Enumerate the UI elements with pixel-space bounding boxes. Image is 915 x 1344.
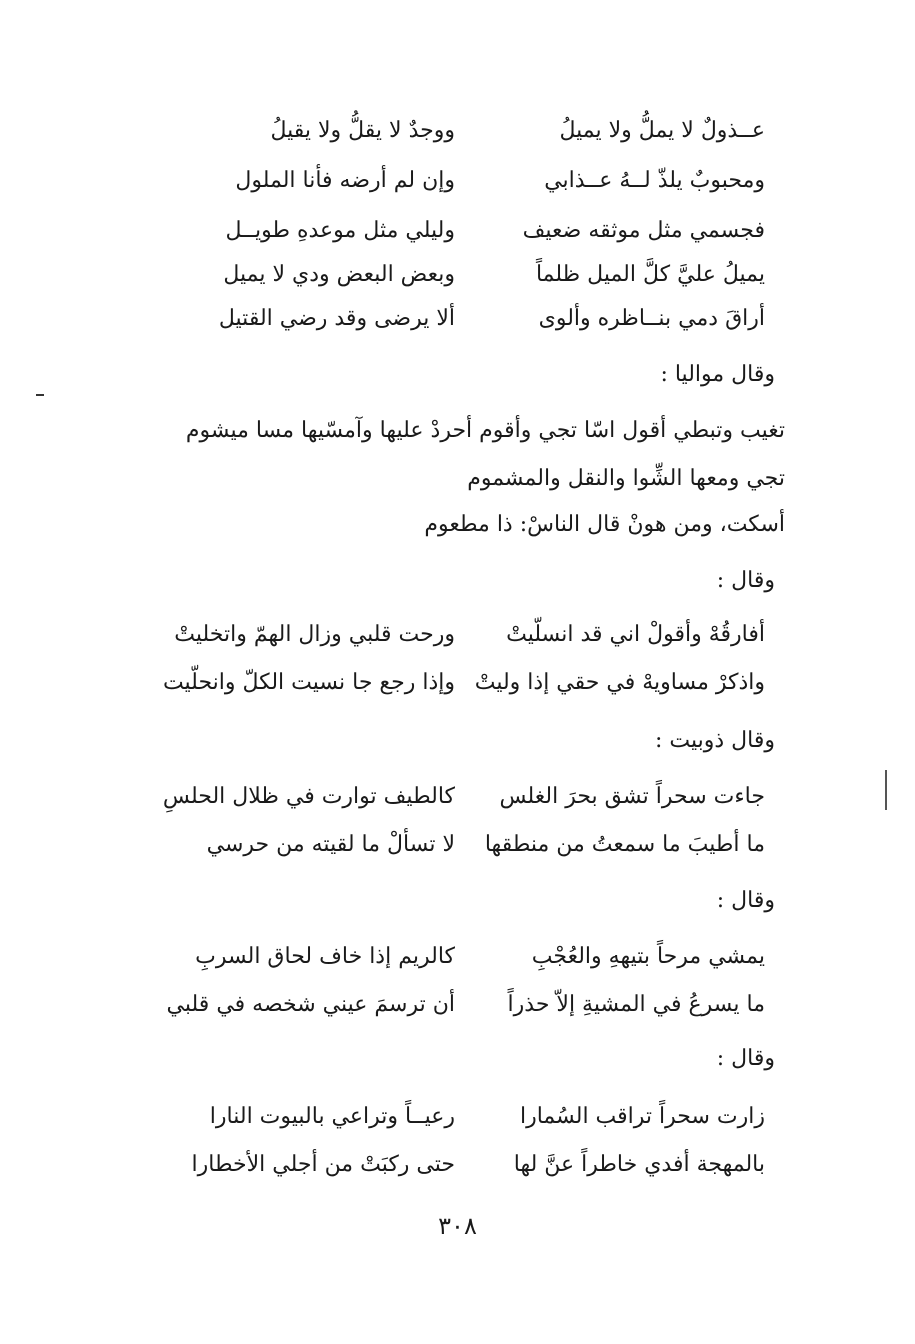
verse-first-hemistich: جاءت سحراً تشق بحرَ الغلس <box>499 784 765 809</box>
section-heading: وقال : <box>716 568 775 593</box>
verse-first-hemistich: يميلُ عليَّ كلَّ الميل ظلماً <box>535 262 765 287</box>
section-heading: وقال : <box>716 1046 775 1071</box>
verse-second-hemistich: حتى ركبَتْ من أجلي الأخطارا <box>191 1152 455 1177</box>
verse-first-hemistich: فجسمي مثل موثقه ضعيف <box>522 218 765 243</box>
verse-first-hemistich: أفارقُهْ وأقولْ اني قد انسلّيتْ <box>506 622 765 647</box>
verse-second-hemistich: ورحت قلبي وزال الهمّ واتخليتْ <box>174 622 455 647</box>
section-heading: وقال : <box>716 888 775 913</box>
verse-second-hemistich: أن ترسمَ عيني شخصه في قلبي <box>166 992 455 1017</box>
verse-first-hemistich: عــذولٌ لا يملُّ ولا يميلُ <box>559 118 765 143</box>
verse-first-hemistich: ما يسرعُ في المشيةِ إلاّ حذراً <box>507 992 765 1017</box>
verse-second-hemistich: كالريم إذا خاف لحاق السربِ <box>195 944 455 969</box>
prose-line: أسكت، ومن هونْ قال الناسْ: ذا مطعوم <box>424 512 785 537</box>
section-heading: وقال ذوبيت : <box>654 728 775 753</box>
verse-second-hemistich: وليلي مثل موعدهِ طويــل <box>225 218 455 243</box>
verse-first-hemistich: زارت سحراً تراقب السُمارا <box>519 1104 765 1129</box>
verse-second-hemistich: ووجدٌ لا يقلُّ ولا يقيلُ <box>270 118 455 143</box>
verse-first-hemistich: أراقَ دمي بنــاظره وألوى <box>538 306 765 331</box>
verse-first-hemistich: ما أطيبَ ما سمعتُ من منطقها <box>484 832 765 857</box>
page-number: ٣٠٨ <box>438 1212 477 1240</box>
verse-first-hemistich: يمشي مرحاً بتيههِ والعُجْبِ <box>531 944 765 969</box>
verse-first-hemistich: بالمهجة أفدي خاطراً عنَّ لها <box>513 1152 765 1177</box>
scan-edge-mark <box>885 770 887 810</box>
verse-second-hemistich: ألا يرضى وقد رضي القتيل <box>218 306 455 331</box>
verse-first-hemistich: ومحبوبٌ يلذّ لــهُ عــذابي <box>544 168 765 193</box>
scan-mark <box>36 394 44 396</box>
verse-first-hemistich: واذكرْ مساويهْ في حقي إذا وليتْ <box>474 670 765 695</box>
verse-second-hemistich: وإن لم أرضه فأنا الملول <box>235 168 455 193</box>
verse-second-hemistich: رعيــاً وتراعي بالبيوت النارا <box>209 1104 455 1129</box>
prose-line: تجي ومعها الشِّوا والنقل والمشموم <box>467 466 785 491</box>
verse-second-hemistich: كالطيف توارت في ظلال الحلسِ <box>162 784 455 809</box>
verse-second-hemistich: وإذا رجع جا نسيت الكلّ وانحلّيت <box>162 670 455 695</box>
verse-second-hemistich: وبعض البعض ودي لا يميل <box>223 262 455 287</box>
prose-line: تغيب وتبطي أقول اسّا تجي وأقوم أحردْ عليها وآمسّيها مسا ميشوم <box>185 418 785 443</box>
verse-second-hemistich: لا تسألْ ما لقيته من حرسي <box>206 832 455 857</box>
section-heading: وقال مواليا : <box>660 362 775 387</box>
